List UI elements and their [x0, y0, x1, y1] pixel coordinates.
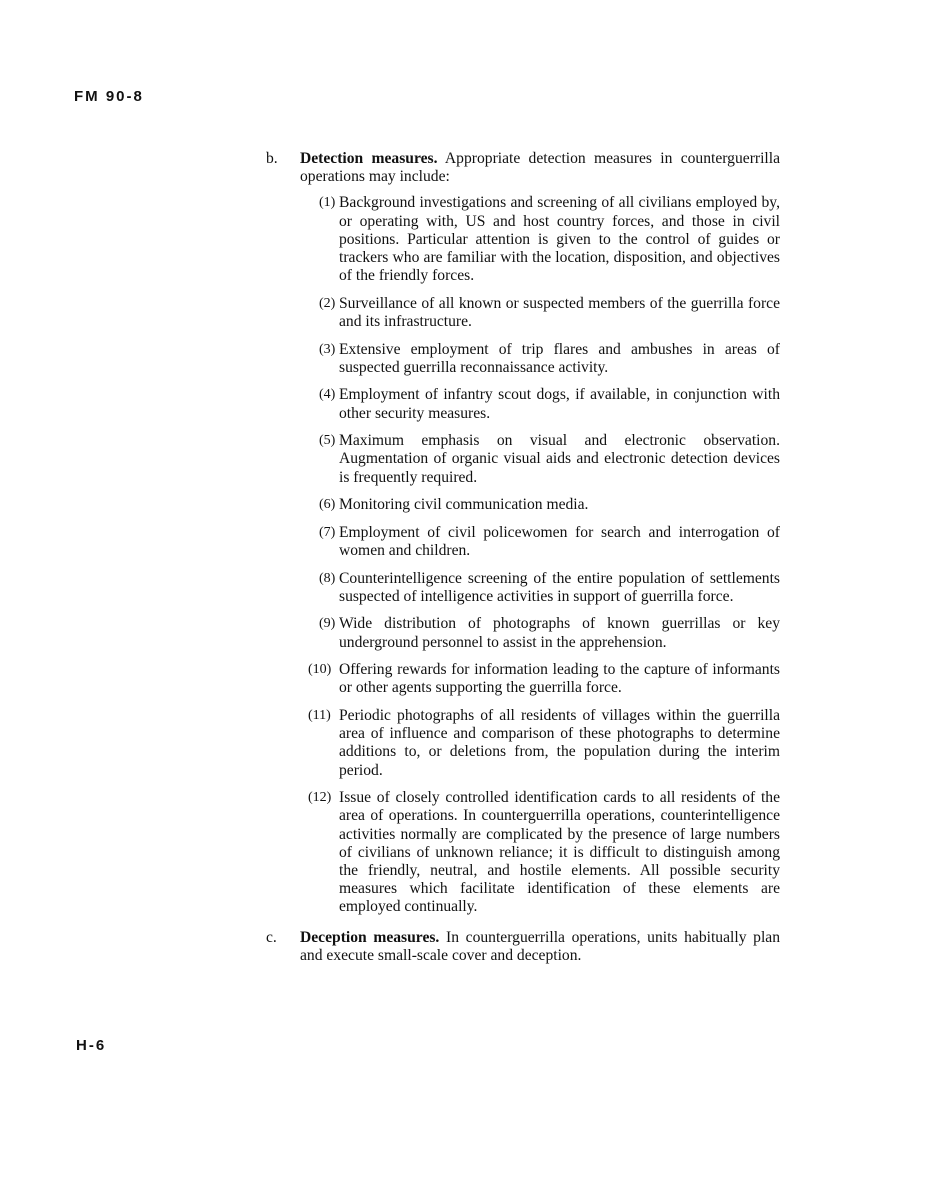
document-body [266, 150, 780, 965]
list-item-text: Surveillance of all known or suspected members of the guerrilla force and its infrastructure. [339, 294, 780, 331]
list-item [300, 570, 780, 606]
list-item [300, 789, 780, 916]
list-item-number: (3) [319, 341, 336, 357]
paragraph-c [266, 929, 780, 965]
paragraph-b-letter: b. [266, 150, 278, 167]
list-item [300, 432, 780, 487]
paragraph-c-letter: c. [266, 928, 277, 946]
paragraph-b-heading: Detection measures. [300, 150, 438, 167]
list-item-text: Wide distribution of photographs of known guerrillas or key underground personnel to assist in the apprehension. [339, 615, 780, 651]
list-item-text: Employment of infantry scout dogs, if available, in conjunction with other security measures. [339, 386, 780, 422]
list-item [300, 386, 780, 422]
list-item-number: (9) [319, 616, 336, 632]
list-item-text: Issue of closely controlled identification cards to all residents of the area of operations. In counterguerrilla operations, counterintelligence activities normally are complicated by the presence of large numbers of civilians of unknown reliance; it is difficult to distinguish among the friendly, neutral, and hostile elements. All possible security measures which facilitate identification of these elements are employed continually. [339, 789, 780, 916]
list-item-number: (8) [319, 570, 336, 586]
list-item [300, 496, 780, 514]
list-item-number: (6) [319, 497, 336, 513]
paragraph-c-text [300, 929, 780, 965]
paragraph-b-text [300, 150, 780, 186]
list-item-number: (7) [319, 524, 336, 540]
list-item-number: (1) [319, 195, 336, 211]
list-item [300, 341, 780, 377]
list-item [300, 707, 780, 780]
list-item-text: Counterintelligence screening of the entire population of settlements suspected of intelligence activities in support of guerrilla force. [339, 569, 780, 605]
paragraph-b [266, 150, 780, 186]
list-item-number: (10) [308, 662, 332, 678]
list-item [300, 194, 780, 285]
list-item-text: Extensive employment of trip flares and ambushes in areas of suspected guerrilla reconnaissance activity. [339, 340, 780, 376]
paragraph-c-heading: Deception measures. [300, 928, 440, 946]
list-item [300, 615, 780, 651]
list-item-text: Employment of civil policewomen for search and interrogation of women and children. [339, 523, 780, 559]
list-item-number: (12) [308, 790, 332, 806]
list-item-text: Maximum emphasis on visual and electronic observation. Augmentation of organic visual aids and electronic detection devices is frequently required. [339, 432, 780, 486]
list-item-number: (11) [308, 707, 331, 723]
list-item-number: (4) [319, 387, 336, 403]
list-item [300, 661, 780, 697]
page-header-manual-id: FM 90-8 [74, 88, 144, 105]
list-item-text: Periodic photographs of all residents of villages within the guerrilla area of influence and comparison of these photographs to determine additions to, or deletions from, the population during the interim period. [339, 706, 780, 779]
list-item-text: Background investigations and screening of all civilians employed by, or operating with, US and host country forces, and those in civil positions. Particular attention is given to the control of guides or trackers who are familiar with the location, disposition, and objectives of the friendly forces. [339, 194, 780, 285]
page-footer-number: H-6 [76, 1037, 107, 1054]
list-item-number: (5) [319, 433, 336, 449]
paragraph-b-intro: Appropriate detection measures in counterguerrilla operations may include: [300, 150, 780, 186]
list-item-number: (2) [319, 295, 336, 311]
list-item-text: Monitoring civil communication media. [339, 496, 589, 514]
paragraph-c-body: In counterguerrilla operations, units habitually plan and execute small-scale cover and deception. [300, 928, 780, 964]
detection-measures-list [300, 194, 780, 916]
list-item-text: Offering rewards for information leading to the capture of informants or other agents supporting the guerrilla force. [339, 661, 780, 697]
list-item [300, 524, 780, 560]
list-item [300, 295, 780, 331]
